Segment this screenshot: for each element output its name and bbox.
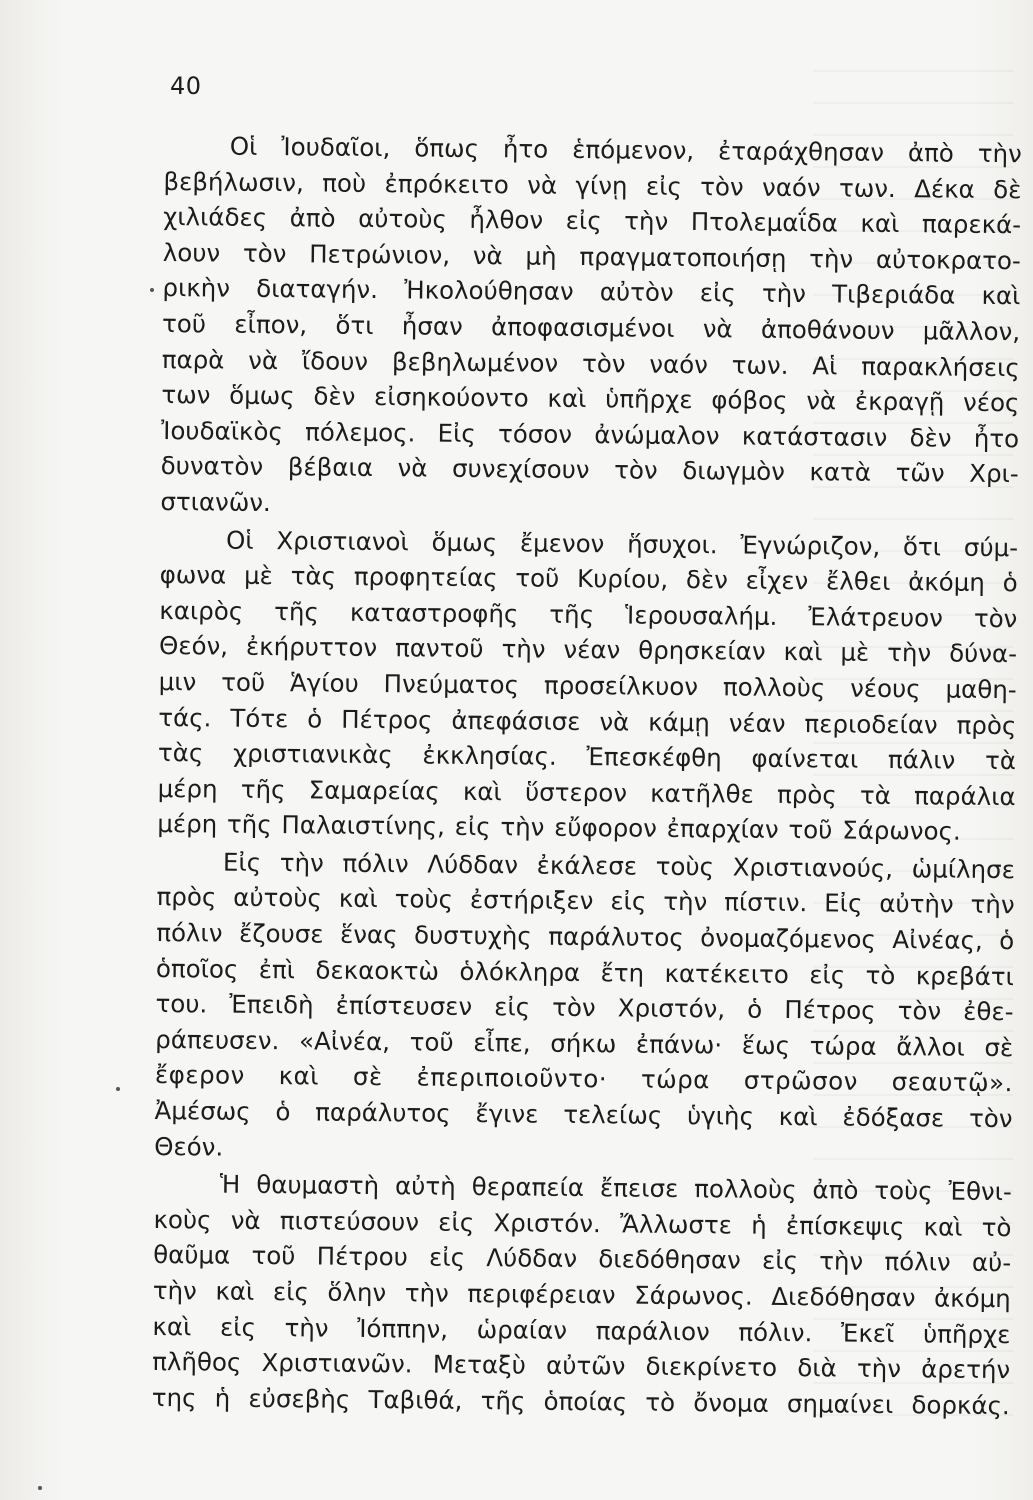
text-line: λουν τὸν Πετρώνιον, νὰ μὴ πραγματοποιήσῃ τὴν αὐτοκρατο- xyxy=(162,237,1021,276)
text-line: τὴν καὶ εἰς ὅλην τὴν περιφέρειαν Σάρωνος. Διεδόθησαν ἀκόμη xyxy=(152,1275,1011,1314)
text-line: παρὰ νὰ ἴδουν βεβηλωμένον τὸν ναόν των. Αἱ παρακλήσεις xyxy=(161,344,1020,382)
text-line: κοὺς νὰ πιστεύσουν εἰς Χριστόν. Ἄλλωστε ἡ ἐπίσκεψις καὶ τὸ xyxy=(153,1204,1012,1242)
text-line: μέρη τῆς Σαμαρείας καὶ ὕστερον κατῆλθε πρὸς τὰ παράλια xyxy=(157,773,1016,811)
speck-mark xyxy=(116,1087,120,1091)
text-line: καιρὸς τῆς καταστροφῆς τῆς Ἱερουσαλήμ. Ἐλάτρευον τὸν xyxy=(159,595,1018,633)
paragraph-4 xyxy=(152,1166,1012,1423)
page-number: 40 xyxy=(170,72,202,100)
text-line: φωνα μὲ τὰς προφητείας τοῦ Κυρίου, δὲν εἶχεν ἔλθει ἀκόμη ὁ xyxy=(159,560,1018,598)
text-line: Θεόν. xyxy=(154,1131,224,1162)
text-line: τοῦ εἶπον, ὅτι ἦσαν ἀποφασισμένοι νὰ ἀποθάνουν μᾶλλον, xyxy=(161,308,1021,347)
text-line: μέρη τῆς Παλαιστίνης, εἰς τὴν εὔφορον ἐπαρχίαν τοῦ Σάρωνος. xyxy=(157,809,961,846)
text-line: Θεόν, ἐκήρυττον παντοῦ τὴν νέαν θρησκείαν καὶ μὲ τὴν δύνα- xyxy=(158,631,1018,669)
text-line: τάς. Τότε ὁ Πέτρος ἀπεφάσισε νὰ κάμῃ νέαν περιοδείαν πρὸς xyxy=(158,702,1017,740)
text-line: μιν τοῦ Ἁγίου Πνεύματος προσείλκυον πολλοὺς νέους μαθη- xyxy=(158,666,1017,705)
paragraph-3 xyxy=(154,844,1015,1173)
text-line: χιλιάδες ἀπὸ αὐτοὺς ἦλθον εἰς τὴν Πτολεμαΐδα καὶ παρεκά- xyxy=(163,202,1022,240)
text-line: ἔφερον καὶ σὲ ἐπεριποιοῦντο· τώρα στρῶσον σεαυτῷ». xyxy=(154,1060,1014,1098)
text-line: Ἀμέσως ὁ παράλυτος ἔγινε τελείως ὑγιὴς καὶ ἐδόξασε τὸν xyxy=(154,1095,1013,1134)
text-line: ράπευσεν. «Αἰνέα, τοῦ εἶπε, σήκω ἐπάνω· ἕως τώρα ἄλλοι σὲ xyxy=(155,1024,1014,1063)
text-line: θαῦμα τοῦ Πέτρου εἰς Λύδδαν διεδόθησαν εἰς τὴν πόλιν αὐ- xyxy=(153,1240,1012,1278)
text-line: Οἱ Ἰουδαῖοι, ὅπως ἦτο ἑπόμενον, ἐταράχθησαν ἀπὸ τὴν xyxy=(229,131,1022,169)
text-line: του. Ἐπειδὴ ἐπίστευσεν εἰς τὸν Χριστόν, ὁ Πέτρος τὸν ἐθε- xyxy=(155,989,1014,1027)
text-line: Ἰουδαϊκὸς πόλεμος. Εἰς τόσον ἀνώμαλον κατάστασιν δὲν ἦτο xyxy=(160,415,1020,453)
text-line: της ἡ εὐσεβὴς Ταβιθά, τῆς ὁποίας τὸ ὄνομα σημαίνει δορκάς. xyxy=(151,1382,1010,1420)
text-line: πόλιν ἔζουσε ἕνας δυστυχὴς παράλυτος ὀνομαζόμενος Αἰνέας, ὁ xyxy=(156,918,1015,956)
text-line: των ὅμως δὲν εἰσηκούοντο καὶ ὑπῆρχε φόβος νὰ ἐκραγῇ νέος xyxy=(161,380,1020,418)
text-line: πρὸς αὐτοὺς καὶ τοὺς ἐστήριξεν εἰς τὴν πίστιν. Εἰς αὐτὴν τὴν xyxy=(156,882,1015,920)
paragraph-1 xyxy=(160,128,1022,528)
speck-mark xyxy=(150,288,154,292)
text-line: καὶ εἰς τὴν Ἰόππην, ὡραίαν παράλιον πόλιν. Ἐκεῖ ὑπῆρχε xyxy=(152,1311,1011,1349)
text-line: τὰς χριστιανικὰς ἐκκλησίας. Ἐπεσκέφθη φαίνεται πάλιν τὰ xyxy=(157,738,1017,776)
text-line: δυνατὸν βέβαια νὰ συνεχίσουν τὸν διωγμὸν κατὰ τῶν Χρι- xyxy=(160,451,1019,489)
body-text xyxy=(152,128,1022,1424)
text-line: Ἡ θαυμαστὴ αὐτὴ θεραπεία ἔπεισε πολλοὺς ἀπὸ τοὺς Ἐθνι- xyxy=(219,1169,1012,1207)
speck-mark xyxy=(38,1486,42,1490)
text-line: ὁποῖος ἐπὶ δεκαοκτὼ ὁλόκληρα ἔτη κατέκειτο εἰς τὸ κρεβάτι xyxy=(155,953,1015,991)
text-line: Εἰς τὴν πόλιν Λύδδαν ἐκάλεσε τοὺς Χριστιανούς, ὡμίλησε xyxy=(222,847,1016,885)
text-line: ρικὴν διαταγήν. Ἠκολούθησαν αὐτὸν εἰς τὴν Τιβεριάδα καὶ xyxy=(162,273,1021,311)
text-line: βεβήλωσιν, ποὺ ἐπρόκειτο νὰ γίνῃ εἰς τὸν ναόν των. Δέκα δὲ xyxy=(163,166,1022,204)
paragraph-2 xyxy=(157,522,1018,851)
text-line: πλῆθος Χριστιανῶν. Μεταξὺ αὐτῶν διεκρίνετο διὰ τὴν ἀρετήν xyxy=(152,1347,1011,1385)
text-line: στιανῶν. xyxy=(160,486,271,517)
text-line: Οἱ Χριστιανοὶ ὅμως ἔμενον ἥσυχοι. Ἐγνώριζον, ὅτι σύμ- xyxy=(225,525,1019,562)
